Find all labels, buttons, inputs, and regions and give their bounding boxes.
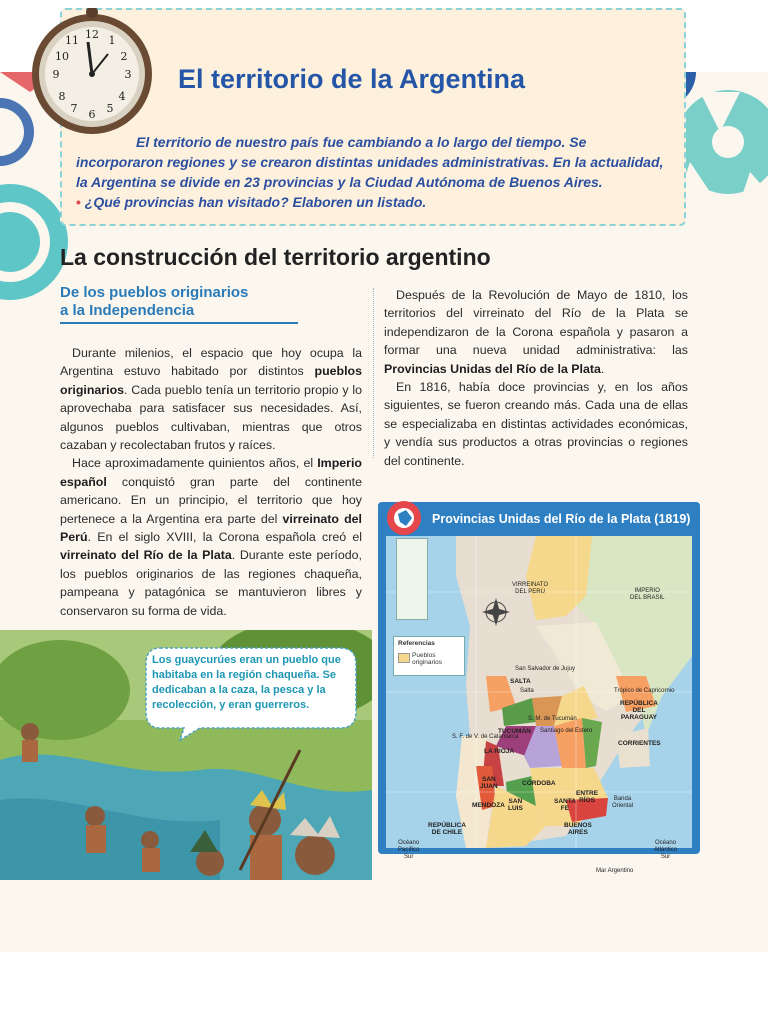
label-banda-oriental: Banda Oriental	[612, 796, 634, 809]
clock-illustration	[22, 8, 166, 138]
label-salta: SALTA	[510, 678, 531, 685]
svg-text:3: 3	[124, 68, 132, 81]
left-column	[60, 344, 362, 620]
legend-title: Referencias	[398, 640, 435, 647]
svg-text:12: 12	[85, 28, 99, 41]
label-atlantico: Océano Atlántico Sur	[654, 840, 678, 860]
svg-text:11: 11	[65, 34, 79, 47]
intro-paragraph: El territorio de nuestro país fue cambiando a lo largo del tiempo. Se incorporaron regiones y se crearon distintas unidades administrativas. En la actualidad, la Argentina se divide en 23 provincias y la Ciudad Autónoma de Buenos Aires.	[76, 134, 664, 190]
label-salta-city: Salta	[520, 688, 534, 694]
label-corrientes: CORRIENTES	[618, 740, 661, 747]
label-imperio-brasil: IMPERIO DEL BRASIL	[630, 588, 665, 601]
question-text: ¿Qué provincias han visitado? Elaboren un listado.	[84, 194, 427, 210]
label-rioja: LA RIOJA	[484, 748, 515, 755]
paragraph-pueblos: Durante milenios, el espacio que hoy ocupa la Argentina estuvo habitado por distintos pueblos originarios. Cada pueblo tenía un territorio propio y lo aprovechaba para satisfacer sus necesidades. Así, algunos pueblos cultivaban, mientras que otros cazaban y recolectaban frutos y raíces.	[60, 346, 362, 453]
map-title: Provincias Unidas del Río de la Plata (1819)	[432, 512, 691, 526]
label-tucuman-city: S. M. de Tucumán	[528, 716, 577, 722]
svg-text:8: 8	[58, 90, 66, 103]
column-divider	[373, 288, 374, 458]
label-mendoza: MENDOZA	[472, 802, 505, 809]
subtitle-line-1: De los pueblos originarios	[60, 284, 249, 301]
subtitle-line-2: a la Independencia	[60, 302, 195, 319]
label-tucuman: TUCUMÁN	[498, 728, 531, 735]
label-virreinato-peru: VIRREINATO DEL PERÚ	[512, 582, 549, 595]
bullet-icon: •	[76, 194, 81, 210]
paragraph-revolucion: Después de la Revolución de Mayo de 1810, los territorios del virreinato del Río de la Plata se independizaron de la Corona española y pasaron a formar una nueva unidad administrativa: las Provincias Unidas del Río de la Plata.	[384, 288, 688, 376]
svg-text:1: 1	[108, 34, 116, 47]
map-icon	[386, 500, 422, 536]
svg-text:5: 5	[106, 102, 114, 115]
label-santiago: Santiago del Estero	[540, 728, 593, 734]
map-legend	[393, 636, 465, 676]
legend-item: Pueblos originarios	[412, 652, 442, 666]
label-mar-argentino: Mar Argentino	[596, 868, 634, 874]
label-santa-fe: SANTA FE	[554, 798, 576, 812]
paragraph-imperio: Hace aproximadamente quinientos años, el Imperio español conquistó gran parte del continente americano. En un principio, el territorio que hoy pertenece a la Argentina era parte del virreinato del Perú. En el siglo XVIII, la Corona española creó el virreinato del Río de la Plata. Durante este período, los pueblos originarios de las regiones chaqueña, pampeana y patagónica se mantuvieron libres y conservaron su forma de vida.	[60, 456, 363, 618]
svg-text:9: 9	[52, 68, 60, 81]
right-column	[384, 286, 688, 470]
svg-text:6: 6	[88, 108, 96, 121]
label-san-luis: SAN LUIS	[508, 798, 523, 812]
bubble-text: Los guaycurúes eran un pueblo que habitaba en la región chaqueña. Se dedicaban a la caza, la pesca y la recolección, y eran guerreros.	[152, 654, 341, 711]
svg-text:4: 4	[118, 90, 126, 103]
legend-swatch	[398, 653, 410, 663]
label-entre-rios: ENTRE RÍOS	[576, 790, 599, 804]
label-paraguay: REPÚBLICA DEL PARAGUAY	[620, 700, 658, 721]
label-pacifico: Océano Pacífico Sur	[398, 840, 420, 860]
svg-text:10: 10	[55, 50, 69, 63]
section-title: La construcción del territorio argentino	[60, 244, 491, 270]
label-catamarca: S. F. de V. de Catamarca	[452, 734, 519, 740]
svg-text:2: 2	[120, 50, 128, 63]
label-buenos-aires: BUENOS AIRES	[564, 822, 592, 836]
section-subtitle	[60, 284, 360, 320]
subtitle-underline	[60, 322, 298, 324]
page-title: El territorio de la Argentina	[178, 64, 526, 94]
paragraph-provincias: En 1816, había doce provincias y, en los años siguientes, se fueron creando más. Cada una de ellas se especializaba en distintas actividades económicas, y vendía sus productos a otras provincias o regiones del continente.	[384, 380, 688, 468]
svg-text:7: 7	[70, 102, 78, 115]
activity-question	[76, 192, 676, 212]
label-san-juan: SAN JUAN	[480, 776, 498, 790]
label-cordoba: CÓRDOBA	[522, 780, 556, 787]
map-inset	[396, 538, 428, 620]
label-salvador-jujuy: San Salvador de Jujuy	[515, 666, 576, 672]
label-tropico: Trópico de Capricornio	[614, 688, 675, 694]
intro-text	[76, 132, 676, 212]
label-chile: REPÚBLICA DE CHILE	[428, 822, 466, 836]
